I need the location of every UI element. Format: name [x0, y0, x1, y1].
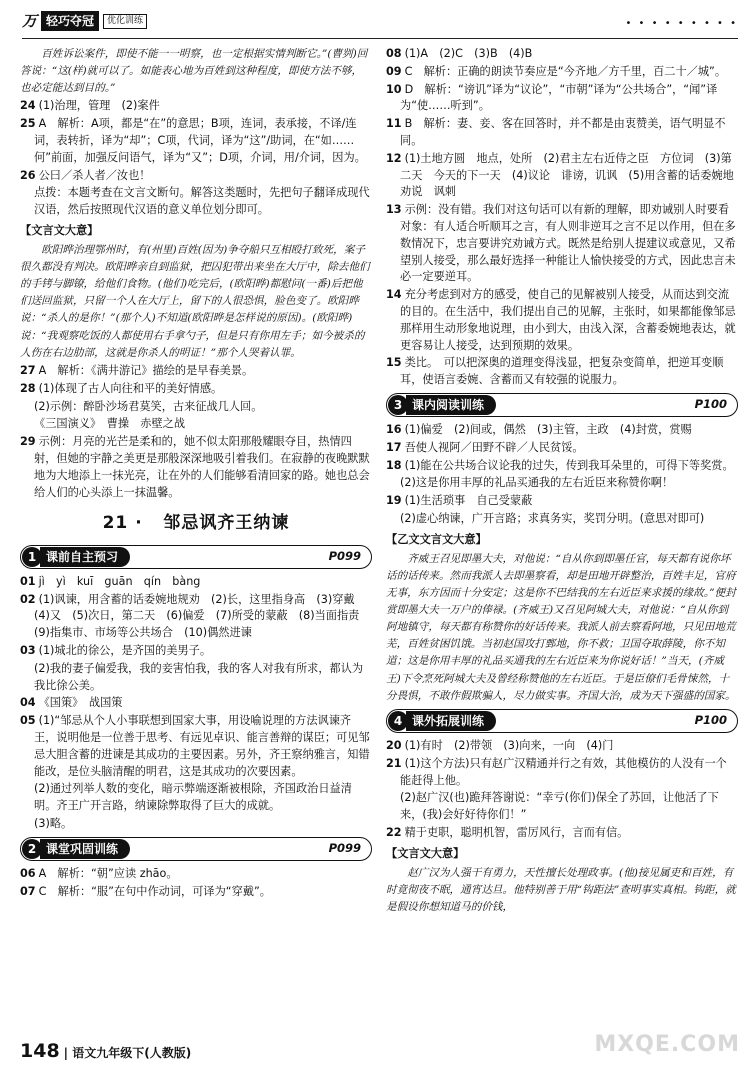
- answer-text: (1)有时 (2)带领 (3)向来，一向 (4)门: [404, 738, 614, 752]
- answer-text: (1)体现了古人向往和平的美好情感。: [38, 381, 223, 395]
- section-title: 课前自主预习: [40, 547, 130, 567]
- lesson-number: 21: [102, 513, 129, 534]
- answers-block-prev-2: [20, 363, 372, 501]
- section-bar-preview: [20, 545, 372, 569]
- answer-text: (2)虚心纳谏，广开言路；求真务实，奖罚分明。(意思对即可): [400, 511, 705, 525]
- answer-text: (2)我的妻子偏爱我，我的妾害怕我，我的客人对我有所求，都认为我比徐公美。: [34, 661, 364, 692]
- answer-number: 26: [20, 168, 36, 182]
- section-page: P099: [328, 549, 361, 564]
- answer-text: A 解析：“朝”应读 zhāo。: [38, 866, 178, 880]
- answer-text: (2)赵广汉(也)跪拜答谢说：“幸亏(你们)保全了苏回，让他活了下来，(我)会好好待你们！”: [400, 791, 719, 822]
- section-number: 4: [388, 711, 408, 731]
- section-title: 课堂巩固训练: [40, 839, 130, 859]
- translation-paragraph: 欧阳晔治理鄂州时，有(州里)百姓(因为)争夺船只互相殴打致死，案子很久都没有判决。欧阳晔亲自到监狱，把囚犯带出来坐在大厅中，除去他们的手铐与脚镣，给他们食物。(他们)吃完后，(欧阳晔)都慰问(一番)后把他们送回监狱，只留一个人在大厅上，留下的人很恐惧，脸色变了。欧阳晔说：“杀人的是你！”(那个人)不知道(欧阳晔是怎样说的原因)。(欧阳晔)说：“我观察吃饭的人都使用右手拿勺子，但是只有你用左手；如今被杀的人伤在右边肋部，这就是你杀人的明证！”那个人哭着认罪。: [20, 243, 370, 359]
- answer-text: C 解析：“服”在句中作动词，可译为“穿戴”。: [38, 884, 271, 898]
- answer-text: (2)这是你用丰厚的礼品买通我的左右近臣来称赞你啊！: [400, 476, 674, 490]
- answer-text: (3)略。: [34, 816, 73, 830]
- answer-text: 公曰／杀人者／汝也！: [38, 168, 151, 182]
- page-header: [22, 8, 738, 39]
- answer-text: 示例：月亮的光芒是柔和的，她不似太阳那般耀眼夺目，热情四射，但她的宇静之美更是那般深深地吸引着我们。在寂静的夜晚默默地为大地添上一抹光亮，让在外的人们能够看清回家的路。她也总会给人们的心头添上一抹温馨。: [34, 435, 370, 499]
- book-title: 语文九年级下(人教版): [72, 1046, 192, 1060]
- section-page: P100: [694, 397, 727, 412]
- answer-number: 27: [20, 363, 36, 377]
- answer-number: 16: [386, 422, 402, 436]
- translation-block: [20, 242, 372, 362]
- answer-number: 07: [20, 884, 36, 898]
- left-column: [20, 46, 372, 901]
- answer-number: 24: [20, 99, 36, 113]
- answer-item: [20, 574, 372, 591]
- watermark: MXQE.COM: [594, 1032, 740, 1057]
- answer-number: 19: [386, 494, 402, 508]
- translation-heading: 【文言文大意】: [20, 224, 99, 238]
- answer-item: [386, 475, 738, 492]
- answer-text: A 解析：A项，都是“在”的意思；B项，连词，表承接，不译/连词，表转折，译为“却”；C项，代词，译为“这”/助词，在“如……何”前面，加强反问语气，译为“又”；D项，介词，用/介词，因为。: [34, 117, 366, 164]
- page-number: 148: [20, 1040, 60, 1062]
- answer-item: [386, 82, 738, 116]
- answer-number: 15: [386, 356, 402, 370]
- answer-item: [20, 434, 372, 501]
- answers-section-3: [386, 422, 738, 528]
- answer-text: (2)示例：醉卧沙场君莫笑，古来征战几人回。: [34, 399, 263, 413]
- answer-text: B 解析：妻、妾、客在回答时，并不都是由衷赞美，语气明显不同。: [400, 117, 726, 147]
- section-bar-reading: [386, 393, 738, 417]
- section-title: 课外拓展训练: [406, 711, 496, 731]
- answer-text: D 解析：“谤讥”译为“议论”，“市朝”译为“公共场合”，“闻”译为“使……听到”。: [400, 82, 718, 113]
- section-title: 课内阅读训练: [406, 395, 496, 415]
- translation-heading: 【文言文大意】: [386, 846, 465, 860]
- answer-item: [386, 151, 738, 201]
- answer-item: [20, 381, 372, 398]
- answer-item: [386, 287, 738, 354]
- answer-number: 02: [20, 592, 36, 606]
- answer-text: 《三国演义》 曹操 赤壁之战: [34, 417, 186, 431]
- answer-number: 10: [386, 82, 402, 96]
- answer-number: 12: [386, 151, 402, 165]
- answers-section-2: [20, 866, 372, 901]
- answer-item: [20, 866, 372, 883]
- answer-item: [20, 185, 372, 219]
- answer-item: [20, 592, 372, 642]
- section-bar-extension: [386, 709, 738, 733]
- answer-item: [386, 64, 738, 81]
- answer-number: 17: [386, 440, 402, 454]
- answer-text: A 解析：《满井游记》描绘的是早春美景。: [38, 363, 254, 377]
- answer-item: [20, 884, 372, 901]
- header-dots: • • • • • • • • •: [625, 18, 738, 29]
- answer-item: [20, 781, 372, 815]
- answer-item: [386, 511, 738, 528]
- answer-number: 03: [20, 644, 36, 657]
- answer-item: [20, 168, 372, 185]
- answer-item: [20, 416, 372, 433]
- answer-text: 充分考虑到对方的感受，使自己的见解被别人接受，从而达到交流的目的。在生活中，我们提出自己的见解，主张时，如果都能像邹忌那样用生动形象地说理，由小到大，由浅入深，含蓄委婉地表达，就更容易让人接受，达到预期的效果。: [400, 288, 736, 352]
- answer-text: (1)治理，管理 (2)案件: [38, 99, 160, 113]
- answers-section-2-cont: [386, 46, 738, 389]
- answers-block-prev: [20, 46, 372, 219]
- answer-number: 29: [20, 435, 36, 449]
- answer-number: 05: [20, 714, 36, 728]
- answer-number: 04: [20, 696, 36, 710]
- answer-item: [20, 399, 372, 416]
- answer-text: (1)能在公共场合议论我的过失，传到我耳朵里的，可得下等奖赏。: [404, 458, 734, 472]
- brand-logo: [22, 10, 147, 33]
- logo-name: 轻巧夺冠: [41, 11, 99, 31]
- answer-number: 09: [386, 64, 402, 78]
- answer-number: 14: [386, 288, 402, 302]
- right-column: [386, 46, 738, 917]
- answer-item: [386, 738, 738, 755]
- answer-text: 类比。 可以把深奥的道理变得浅显，把复杂变简单，把逆耳变顺耳，使语言委婉、含蓄而又有较强的说服力。: [400, 356, 724, 387]
- answer-item: [20, 46, 372, 97]
- answer-number: 28: [20, 381, 36, 395]
- answers-section-1: [20, 574, 372, 833]
- answer-item: [386, 46, 738, 63]
- section-number: 1: [22, 547, 42, 567]
- answer-text: (1)讽谏，用含蓄的话委婉地规劝 (2)长，这里指身高 (3)穿戴 (4)又 (5)次日，第二天 (6)偏爱 (7)所受的蒙蔽 (8)当面指责 (9)指集市、市场等公共场合 (10)偶然进谏: [34, 592, 371, 640]
- answer-item: [386, 116, 738, 150]
- answer-text: (1)这个方法)只有赵广汉精通并行之有效，其他模仿的人没有一个能赶得上他。: [400, 756, 727, 787]
- answer-text: (1)偏爱 (2)间或，偶然 (3)主管，主政 (4)封赏，赏赐: [404, 422, 692, 436]
- answer-text: (1)“邹忌从个人小事联想到国家大事，用设喻说理的方法讽谏齐王，说明他是一位善于思考、有远见卓识、能言善辩的谋臣；可见邹忌大胆含蓄的进谏是其成功的主要因素。另外，齐王察纳雅言，知错能改，是位头脑清醒的明君，这是其成功的次要因素。: [34, 714, 370, 778]
- translation-paragraph: 齐威王召见即墨大夫，对他说：“自从你到即墨任官，每天都有说你坏话的话传来。然而我派人去即墨察看，却是田地开辟整治，百姓丰足，官府无事，东方因而十分安定；这是你不巴结我的左右近臣来求援的缘故。”便封赏即墨大夫一万户的俸禄。(齐威王)又召见阿城大夫，对他说：“自从你到阿地镇守，每天都有称赞你的好话传来。我派人前去察看阿地，只见田地荒芜，百姓贫困饥饿。当初赵国攻打鄄地，你不救；卫国夺取薛陵，你不知道；这是你用丰厚的礼品买通我的左右近臣来为你说好话！”当天，(齐威王)下令烹死阿城大夫及曾经称赞他的左右近臣。于是臣僚们毛骨悚然，十分畏惧，不敢作假欺骗人，尽力做实事。齐国大治，成为天下强盛的国家。: [386, 552, 736, 702]
- answer-number: 18: [386, 458, 402, 472]
- answer-text: 点拨：本题考查在文言文断句。解答这类题时，先把句子翻译成现代汉语，然后按照现代汉语的意义单位划分即可。: [34, 186, 370, 217]
- translation-heading: 【乙文文言文大意】: [386, 532, 487, 546]
- answer-number: 06: [20, 866, 36, 880]
- answers-section-4: [386, 738, 738, 842]
- answer-text: (1)A (2)C (3)B (4)B: [404, 47, 533, 60]
- answer-text: 《国策》 战国策: [38, 696, 123, 710]
- answer-item: [386, 202, 738, 286]
- translation-block: [386, 551, 738, 705]
- section-bar-practice: [20, 837, 372, 861]
- answer-number: 13: [386, 203, 402, 217]
- answer-number: 20: [386, 738, 402, 752]
- answer-item: [20, 116, 372, 166]
- answer-item: [20, 695, 372, 712]
- answer-number: 11: [386, 117, 402, 131]
- answer-item: [386, 825, 738, 842]
- answer-text: (1)生活琐事 自己受蒙蔽: [404, 494, 533, 508]
- answer-item: [20, 363, 372, 380]
- answer-item: [20, 713, 372, 780]
- answer-number: 01: [20, 574, 36, 588]
- section-number: 2: [22, 839, 42, 859]
- answer-item: [386, 756, 738, 790]
- answer-item: [386, 493, 738, 510]
- answer-text: (2)通过列举人数的变化，暗示弊端逐渐被根除，齐国政治日益清明。齐王广开言路，纳谏除弊取得了巨大的成就。: [34, 782, 352, 813]
- answer-text: C 解析：正确的朗读节奏应是“今齐地／方千里，百二十／城”。: [404, 64, 727, 78]
- translation-block: [386, 865, 738, 916]
- answer-number: 25: [20, 117, 36, 131]
- page-footer: 148 | 语文九年级下(人教版): [20, 1040, 192, 1062]
- section-page: P100: [694, 713, 727, 728]
- answer-item: [20, 661, 372, 695]
- answer-item: [386, 458, 738, 475]
- logo-mark: 万: [22, 12, 38, 30]
- lesson-title: 21 · 邹忌讽齐王纳谏: [102, 513, 290, 534]
- answer-item: [20, 643, 372, 660]
- section-number: 3: [388, 395, 408, 415]
- answer-text: 百姓诉讼案件，即使不能一一明察，也一定根据实情判断它。”(曹刿)回答说：“这(样)就可以了。如能表心地为百姓到这种程度，即使方法不够，也必定能达到目的。”: [20, 48, 368, 95]
- translation-paragraph: 赵广汉为人强干有勇力，天性擅长处理政事。(他)接见属吏和百姓，有时竟彻夜不眠，通宵达旦。他特别善于用“钩距法”查明事实真相。钩距，就是假设你想知道马的价钱，: [386, 866, 736, 913]
- answer-text: 示例：没有错。我们对这句话可以有新的理解，即劝诫别人时要看对象：有人适合听顺耳之言，有人则非逆耳之言不足以作用，但在多数情况下，忠言要讲究劝诫方式。既然是给别人提建议或意见，又希望别人接受，那么最好选择一种能让人愉快接受的方式，因此忠言未必一定要逆耳。: [400, 203, 736, 284]
- section-page: P099: [328, 841, 361, 856]
- answer-item: [386, 422, 738, 439]
- answer-item: [386, 355, 738, 389]
- lesson-name: 邹忌讽齐王纳谏: [163, 513, 290, 534]
- answer-number: 08: [386, 47, 402, 60]
- answer-number: 21: [386, 756, 402, 770]
- answer-text: (1)土地方圆 地点，处所 (2)君主左右近侍之臣 方位词 (3)第二天 今天的下一天 (4)议论 诽谤，讥讽 (5)用含蓄的话委婉地劝说 讽刺: [400, 151, 734, 199]
- answer-item: [386, 440, 738, 457]
- answer-text: (1)城北的徐公，是齐国的美男子。: [38, 644, 212, 657]
- logo-series: 优化训练: [103, 14, 147, 30]
- answer-text: 精于吏职，聪明机智，雷厉风行，言而有信。: [404, 825, 629, 839]
- answer-text: 吾使人视阿／田野不辟／人民贫馁。: [404, 440, 584, 454]
- answer-item: [20, 98, 372, 115]
- answer-item: [20, 816, 372, 833]
- answer-item: [386, 790, 738, 824]
- answer-text: jì yì kuī guān qín bàng: [38, 574, 201, 588]
- answer-number: 22: [386, 825, 402, 839]
